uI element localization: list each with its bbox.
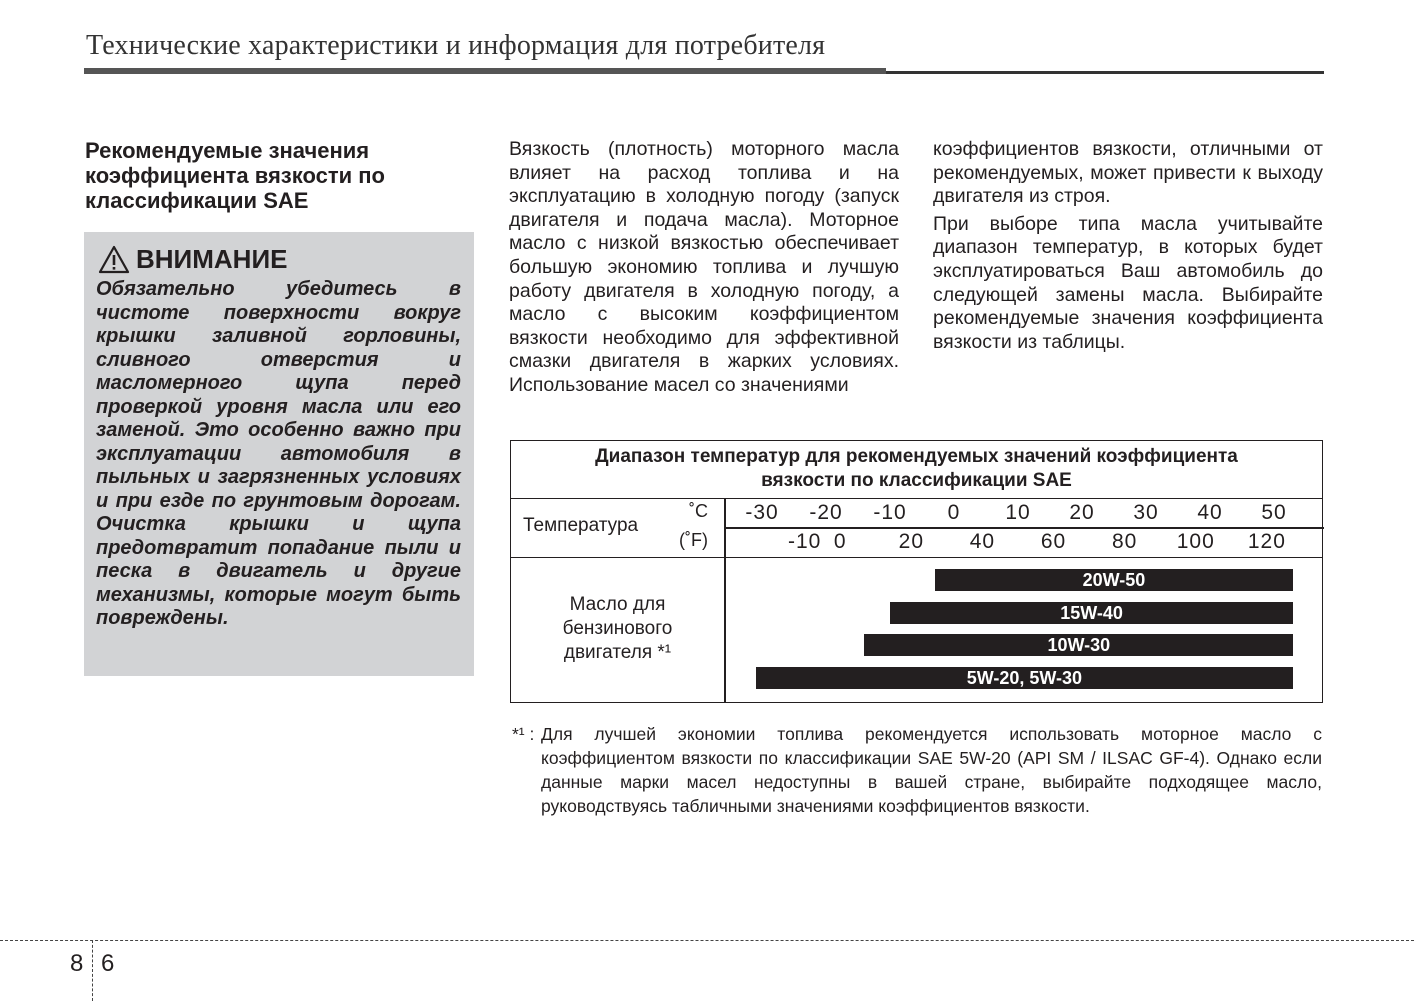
page-number-page: 6 — [101, 950, 115, 977]
celsius-tick: 30 — [1133, 501, 1159, 524]
fahrenheit-tick: 20 — [898, 530, 925, 553]
oil-label-line2: бензинового — [562, 618, 673, 639]
fahrenheit-tick: 40 — [969, 530, 996, 553]
fahrenheit-tick: 80 — [1111, 530, 1138, 553]
unit-celsius: ˚C — [689, 501, 708, 521]
section-heading: Рекомендуемые значения коэффициента вязкости по классификации SAE — [85, 138, 385, 213]
fahrenheit-tick: 120 — [1247, 530, 1286, 553]
fahrenheit-tick: 100 — [1176, 530, 1215, 553]
body-text-right-p1: коэффициентов вязкости, отличными от рекомендуемых, может привести к выходу двигателя из строя. — [933, 138, 1323, 208]
table-divider-units — [724, 527, 1324, 529]
body-text-middle: Вязкость (плотность) моторного масла влияет на расход топлива и на эксплуатацию в холодную погоду (запуск двигателя и подача масла). Моторное масло с низкой вязкостью обеспечивает большую экономию топлива и лучшую работу двигателя в холодную погоду, а масло с высоким коэффициентом вязкости необходимо для эффективной смазки двигателя в жарких условиях. Использование масел со значениями — [509, 138, 899, 396]
oil-label-line1: Масло для — [569, 594, 666, 615]
oil-bar: 5W-20, 5W-30 — [756, 667, 1294, 689]
body-text-right — [933, 138, 1323, 358]
celsius-tick: -20 — [809, 501, 843, 524]
celsius-tick: 40 — [1197, 501, 1223, 524]
celsius-tick: 50 — [1261, 501, 1287, 524]
viscosity-table-title-line1: Диапазон температур для рекомендуемых значений коэффициента — [595, 446, 1238, 467]
celsius-tick: -30 — [745, 501, 779, 524]
footnote — [512, 722, 1322, 818]
viscosity-table — [510, 440, 1323, 703]
oil-bar: 20W-50 — [935, 569, 1293, 591]
fahrenheit-tick: 60 — [1040, 530, 1067, 553]
celsius-tick: -10 — [873, 501, 907, 524]
body-text-right-p2: При выборе типа масла учитывайте диапазон температур, в которых будет эксплуатироваться Ваш автомобиль до следующей замены масла. Выбирайте рекомендуемые значения коэффициента вязкости из таблицы. — [933, 212, 1323, 353]
footnote-text: Для лучшей экономии топлива рекомендуется использовать моторное масло с коэффициентом вязкости по классификации SAE 5W-20 (API SM / ILSAC GF-4). Однако если данные марки масел недоступны в вашей стране, выбирайте подходящее масло, руководствуясь табличными значениями коэффициентов вязкости. — [541, 724, 1322, 816]
caution-text: Обязательно убедитесь в чистоте поверхности вокруг крышки заливной горловины, сливного отверстия и масломерного щупа перед проверкой уровня масла или его заменой. Это особенно важно при эксплуатации автомобиля в пыльных и загрязненных условиях и при езде по грунтовым дорогам. Очистка крышки и щупа предотвратит попадание пыли и песка в двигатель и другие механизмы, которые могут быть повреждены. — [96, 278, 461, 629]
oil-type-label — [511, 593, 724, 665]
unit-fahrenheit: (˚F) — [679, 530, 708, 550]
oil-bar: 15W-40 — [890, 602, 1293, 624]
header-rule-accent — [84, 68, 886, 74]
oil-label-line3: двигателя *¹ — [563, 642, 672, 663]
fahrenheit-tick: -10 — [787, 530, 822, 553]
celsius-tick: 10 — [1005, 501, 1031, 524]
page-footer-rule — [0, 940, 1414, 941]
page-header-title: Технические характеристики и информация для потребителя — [86, 30, 826, 61]
table-divider-vertical — [724, 499, 726, 702]
oil-bar: 10W-30 — [864, 634, 1293, 656]
viscosity-table-title — [511, 441, 1322, 499]
celsius-tick: 0 — [947, 501, 961, 524]
viscosity-table-title-line2: вязкости по классификации SAE — [761, 470, 1072, 491]
page-number-section: 8 — [70, 950, 84, 977]
caution-title-text: ВНИМАНИЕ — [136, 244, 288, 274]
warning-triangle-icon — [98, 245, 130, 275]
page-footer-divider — [92, 940, 93, 1001]
fahrenheit-tick: 0 — [833, 530, 847, 553]
celsius-tick: 20 — [1069, 501, 1095, 524]
footnote-mark: *¹ : — [512, 724, 535, 744]
temperature-label: Температура — [523, 515, 639, 536]
caution-title — [98, 244, 287, 275]
